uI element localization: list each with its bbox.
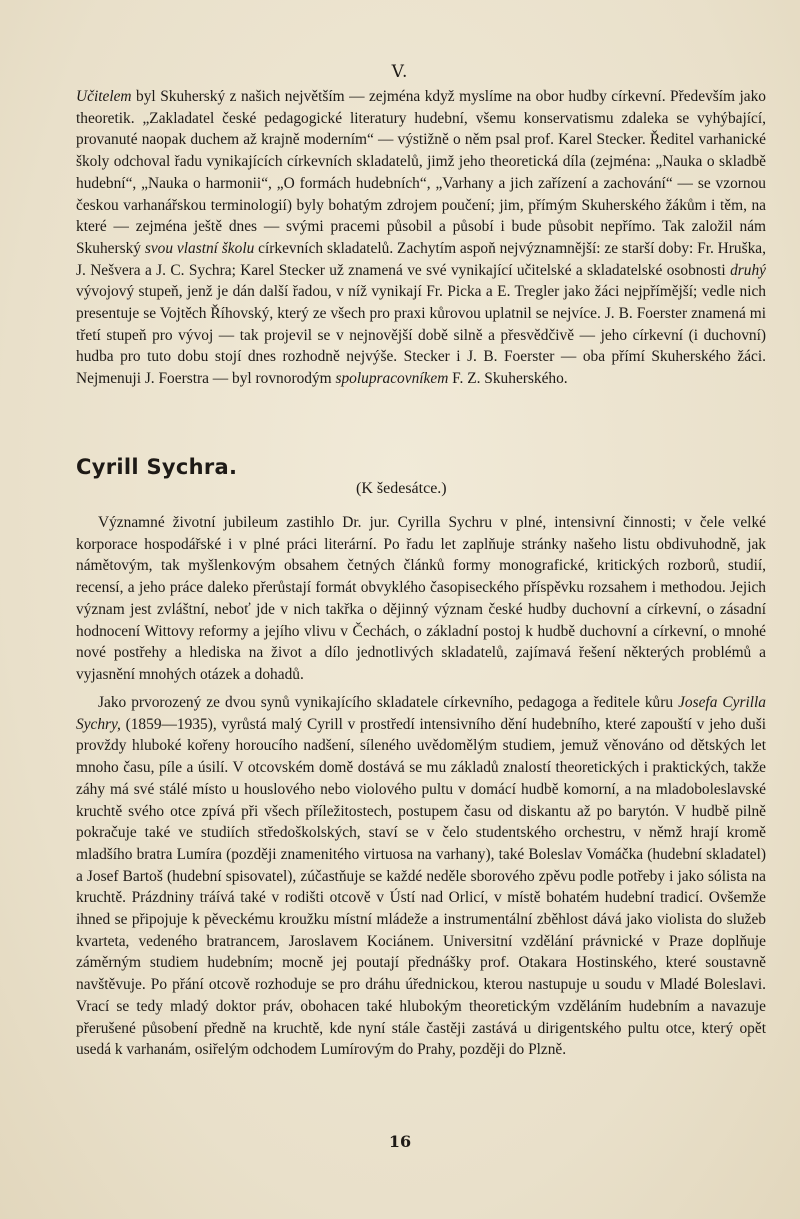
paragraph-text: Jako prvorozený ze dvou synů vynikajícího skladatele církevního, pedagoga a ředitele kůru xyxy=(98,694,679,711)
article-subtitle: (K šedesátce.) xyxy=(356,480,447,497)
paragraph-text: (1859—1935), vyrůstá malý Cyrill v prostředí intensivního dění hudebního, které zapouští v jeho duši provždy hluboké kořeny horoucího nadšení, síleného uvědomělým studiem, jemuž věnováno od dětských let mnoho času, píle a úsilí. V otcovském domě dostává se mu základů znalostí theoretických i praktických, takže záhy má své stálé místo u houslového nebo violového pultu v domácí hudbě komorní, a na mladoboleslavské kruchtě svého otce zpívá při všech příležitostech, postupem času od diskantu až po barytón. V hudbě pilně pokračuje také ve studiích středoškolských, staví se v čelo studentského orchestru, v němž hrají kromě mladšího bratra Lumíra (později znamenitého virtuosa na varhany), také Boleslav Vomáčka (hudební skladatel) a Josef Bartoš (hudební spisovatel), zúčastňuje se každé neděle sborového zpěvu podle potřeby i jako sólista na kruchtě. Prázdniny tráívá také v rodišti otcově v Ústí nad Orlicí, v místě bohatém hudební tradicí. Ovšemže ihned se připojuje k pěveckému kroužku místní mládeže a instrumentální zběhlost dává jako violista do služeb kvarteta, vedeného bratrancem, Jaroslavem Kociánem. Universitní vzdělání právnické v Praze doplňuje záměrným studiem hudebním; mocně jej poutají přednášky prof. Otakara Hostinského, které soustavně navštěvuje. Po přání otcově rozhoduje se pro dráhu úřednickou, kterou nastupuje u soudu v Mladé Boleslavi. Vrací se tedy mladý doktor práv, obohacen také hlubokým theoretickým vzděláním hudebním a navazuje přerušené působení předně na kruchtě, kde nyní stále častěji zastává u dirigentského pultu otce, který opět usedá k varhanám, osiřelým odchodem Lumírovým do Prahy, později do Plzně. xyxy=(76,715,766,1059)
page-number: 16 xyxy=(388,1132,412,1151)
paragraph-skuhersky xyxy=(76,86,766,456)
article-title: Cyrill Sychra. xyxy=(76,455,238,479)
section-number: V. xyxy=(391,62,409,82)
emphasis-text: svou vlastní školu xyxy=(144,239,255,257)
paragraph-text: Významné životní jubileum zastihlo Dr. jur. Cyrilla Sychru v plné, intensivní činnosti; v čele velké korporace hospodářské i v plné práci literární. Po řadu let zaplňuje stránky našeho listu obdivuhodně, jak námětovým, tak myšlenkovým obsahem četných článků formy monografické, kritických rozborů, studií, recensí, a jeho práce daleko přerůstají formát obvyklého časopiseckého příspěvku rozsahem i methodou. Jejich význam jest zvláštní, neboť jde v nich takřka o dějinný význam české hudby duchovní a církevní, o zásadní hodnocení Wittovy reformy a jejího vlivu v Čechách, o základní postoj k hudbě duchovní a církevní, o mnohé nové postřehy a hlediska na život a dílo jednotlivých skladatelů, zajímavá řešení některých problémů a vyjasnění mnohých otázek a dohadů. xyxy=(76,514,766,683)
paragraph-biography xyxy=(76,692,766,1132)
emphasis-text: spolupracovníkem xyxy=(335,370,449,388)
lead-term: Učitelem xyxy=(76,88,132,105)
paragraph-text: církevních skladatelů. Zachytím aspoň nejvýznamnější: ze starší doby: Fr. Hruška, J. Nešvera a J. C. Sychra; Karel Stecker už znamená ve své vynikající učitelské a skladatelské osobnosti xyxy=(76,239,766,279)
paragraph-text: vývojový stupeň, jenž je dán další řadou, v níž vynikají Fr. Picka a E. Tregler jako žáci nejpřímější; vedle nich presentuje se Vojtěch Říhovský, který ze všech pro praxi kůrovou uplatnil se nejvíce. J. B. Foerster znamená mi třetí stupeň pro vývoj — tak projevil se v nejnovější době silně a přesvědčivě — jeho církevní (i duchovní) hudba pro tuto dobu stojí dnes rozhodně nejvýše. Stecker i J. B. Foerster — oba přímí Skuherského žáci. Nejmenuji J. Foerstra — byl rovnorodým xyxy=(76,283,766,388)
paragraph-text: F. Z. Skuherského. xyxy=(448,370,568,388)
emphasis-text: Josefa Cyrilla Sychry, xyxy=(76,694,767,733)
paragraph-jubilee xyxy=(76,512,766,693)
emphasis-text: druhý xyxy=(730,261,766,279)
paragraph-text: byl Skuherský z našich největším — zejména když myslíme na obor hudby církevní. Především jako theoretik. „Zakladatel české pedagogické literatury hudební, všemu konservatismu zdaleka se vyhýbající, provanuté naopak duchem až krajně moderním“ — výstižně o něm psal prof. Karel Stecker. Ředitel varhanické školy odchoval řadu vynikajících církevních skladatelů, jimž jeho theoretická díla (zejména: „Nauka o skladbě hudební“, „Nauka o harmonii“, „O formách hudebních“, „Varhany a jich zařízení a zachování“ — se vzornou českou varhanářskou terminologií) byly bohatým zdrojem poučení; jim, přímým Skuherského žákům i těm, na které — zejména ještě dnes — svými pracemi působil a působí i bude působit nepřímo. Tak založil nám Skuherský xyxy=(76,88,766,257)
